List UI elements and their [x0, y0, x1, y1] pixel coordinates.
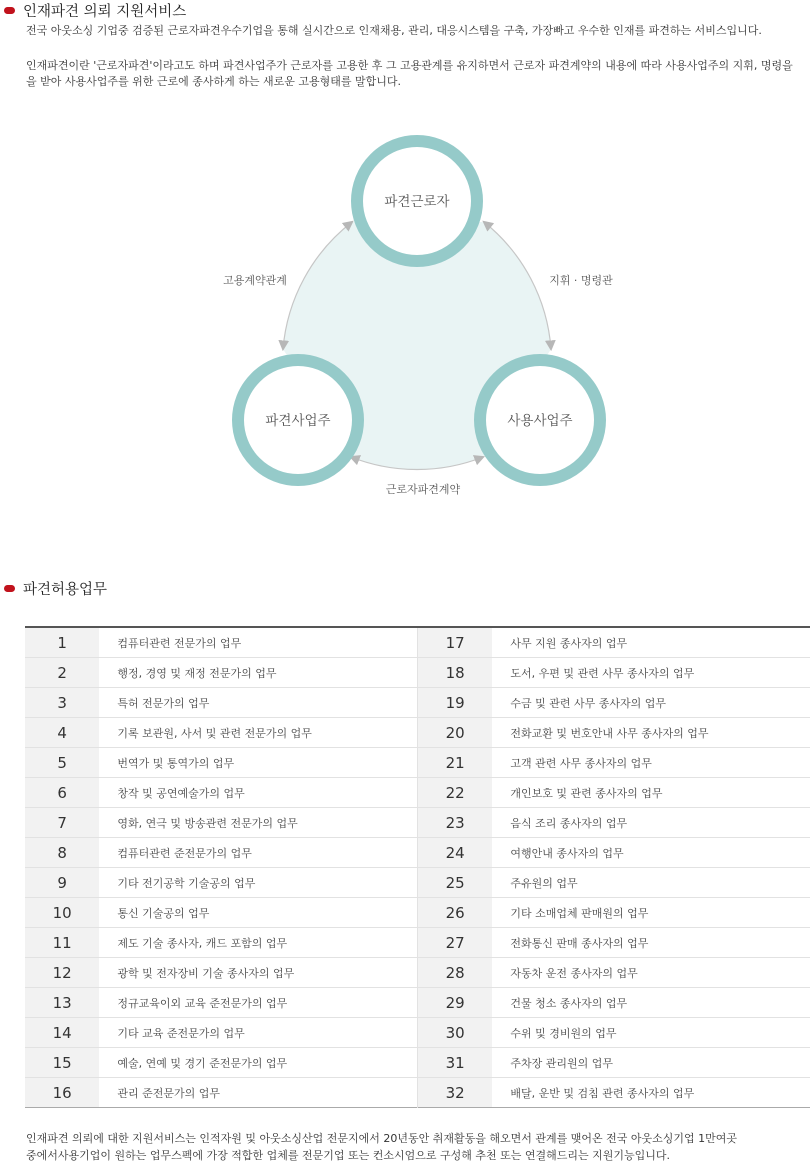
job-number: 28: [417, 958, 492, 988]
job-number: 14: [25, 1018, 99, 1048]
job-description: 통신 기술공의 업무: [99, 898, 417, 928]
job-number: 8: [25, 838, 99, 868]
job-description: 광학 및 전자장비 기술 종사자의 업무: [99, 958, 417, 988]
definition-line-2: 을 받아 사용사업주를 위한 근로에 종사하게 하는 새로운 고용형태를 말합니다.: [26, 75, 401, 88]
job-description: 특허 전문가의 업무: [99, 688, 417, 718]
job-number: 10: [25, 898, 99, 928]
table-row: [25, 988, 810, 1018]
job-description: 기타 교육 준전문가의 업무: [99, 1018, 417, 1048]
job-description: 행정, 경영 및 재정 전문가의 업무: [99, 658, 417, 688]
section-title-permitted-jobs: [4, 578, 107, 599]
node-worker: [357, 141, 477, 261]
table-row: [25, 627, 810, 658]
job-description: 전화교환 및 번호안내 사무 종사자의 업무: [492, 718, 810, 748]
job-description: 전화통신 판매 종사자의 업무: [492, 928, 810, 958]
table-row: [25, 748, 810, 778]
job-description: 영화, 연극 및 방송관련 전문가의 업무: [99, 808, 417, 838]
job-description: 번역가 및 통역가의 업무: [99, 748, 417, 778]
job-number: 27: [417, 928, 492, 958]
table-row: [25, 1078, 810, 1108]
footer-line-1: 인재파견 의뢰에 대한 지원서비스는 인적자원 및 아웃소싱산업 전문지에서 20년동안 취재활동을 해오면서 관계를 맺어온 전국 아웃소싱기업 1만여곳: [26, 1132, 737, 1145]
table-row: [25, 928, 810, 958]
job-number: 26: [417, 898, 492, 928]
job-number: 5: [25, 748, 99, 778]
job-number: 30: [417, 1018, 492, 1048]
footer-paragraph: [26, 1130, 810, 1164]
node-user-label: 사용사업주: [507, 413, 573, 429]
job-number: 32: [417, 1078, 492, 1108]
job-number: 6: [25, 778, 99, 808]
job-number: 7: [25, 808, 99, 838]
table-row: [25, 778, 810, 808]
job-description: 개인보호 및 관련 종사자의 업무: [492, 778, 810, 808]
table-row: [25, 688, 810, 718]
job-number: 1: [25, 627, 99, 658]
job-description: 사무 지원 종사자의 업무: [492, 627, 810, 658]
job-description: 건물 청소 종사자의 업무: [492, 988, 810, 1018]
node-dispatcher-label: 파견사업주: [265, 413, 331, 429]
job-description: 여행안내 종사자의 업무: [492, 838, 810, 868]
job-number: 4: [25, 718, 99, 748]
footer-line-2: 중에서사용기업이 원하는 업무스펙에 가장 적합한 업체를 전문기업 또는 컨소시엄으로 구성해 추천 또는 연결해드리는 지원기능입니다.: [26, 1149, 671, 1162]
job-description: 관리 준전문가의 업무: [99, 1078, 417, 1108]
job-number: 24: [417, 838, 492, 868]
job-description: 컴퓨터관련 전문가의 업무: [99, 627, 417, 658]
job-description: 주유원의 업무: [492, 868, 810, 898]
job-number: 19: [417, 688, 492, 718]
job-number: 13: [25, 988, 99, 1018]
job-description: 도서, 우편 및 관련 사무 종사자의 업무: [492, 658, 810, 688]
dispatch-relationship-diagram: [0, 0, 810, 560]
job-description: 기록 보관원, 사서 및 관련 전문가의 업무: [99, 718, 417, 748]
job-description: 자동차 운전 종사자의 업무: [492, 958, 810, 988]
table-row: [25, 898, 810, 928]
job-number: 16: [25, 1078, 99, 1108]
job-description: 제도 기술 종사자, 캐드 포함의 업무: [99, 928, 417, 958]
node-worker-label: 파견근로자: [384, 194, 450, 210]
table-row: [25, 658, 810, 688]
job-number: 17: [417, 627, 492, 658]
edge-label-employment: 고용계약관계: [223, 274, 287, 287]
job-description: 배달, 운반 및 검침 관련 종사자의 업무: [510, 1086, 695, 1100]
edge-label-command: 지휘 · 명령관: [549, 274, 613, 287]
job-description: 수금 및 관련 사무 종사자의 업무: [492, 688, 810, 718]
permitted-jobs-table: [25, 626, 810, 1108]
job-number: 22: [417, 778, 492, 808]
job-description: 음식 조리 종사자의 업무: [492, 808, 810, 838]
table-row: [25, 868, 810, 898]
table-row: [25, 958, 810, 988]
intro-paragraph: 전국 아웃소싱 기업중 검증된 근로자파견우수기업을 통해 실시간으로 인재채용, 관리, 대응시스템을 구축, 가장빠고 우수한 인재를 파견하는 서비스입니다.: [26, 24, 762, 37]
job-number: 31: [417, 1048, 492, 1078]
job-number: 23: [417, 808, 492, 838]
bullet-icon: [4, 585, 15, 592]
edge-label-contract: 근로자파견계약: [385, 483, 461, 496]
job-number: 18: [417, 658, 492, 688]
job-number: 11: [25, 928, 99, 958]
definition-line-1: 인재파견이란 '근로자파견'이라고도 하며 파견사업주가 근로자를 고용한 후 그 고용관계를 유지하면서 근로자 파견계약의 내용에 따라 사용사업주의 지휘, 명령을: [26, 59, 793, 72]
job-number: 3: [25, 688, 99, 718]
section-title-text: 파견허용업무: [23, 582, 108, 598]
table-row: [25, 1048, 810, 1078]
job-description: 컴퓨터관련 준전문가의 업무: [99, 838, 417, 868]
job-description: 정규교육이외 교육 준전문가의 업무: [99, 988, 417, 1018]
job-description: 기타 전기공학 기술공의 업무: [99, 868, 417, 898]
section-title-text: 인재파견 의뢰 지원서비스: [23, 4, 187, 20]
job-number: 21: [417, 748, 492, 778]
job-number: 12: [25, 958, 99, 988]
job-description: 수위 및 경비원의 업무: [492, 1018, 810, 1048]
job-description: 주차장 관리원의 업무: [492, 1048, 810, 1078]
node-user: [480, 360, 600, 480]
job-description: 고객 관련 사무 종사자의 업무: [492, 748, 810, 778]
job-number: 29: [417, 988, 492, 1018]
job-description: 창작 및 공연예술가의 업무: [99, 778, 417, 808]
table-row: [25, 718, 810, 748]
job-number: 15: [25, 1048, 99, 1078]
job-number: 2: [25, 658, 99, 688]
table-row: [25, 808, 810, 838]
table-row: [25, 838, 810, 868]
job-number: 9: [25, 868, 99, 898]
node-dispatcher: [238, 360, 358, 480]
job-number: 25: [417, 868, 492, 898]
table-row: [25, 1018, 810, 1048]
job-number: 20: [417, 718, 492, 748]
job-description: 예술, 연예 및 경기 준전문가의 업무: [99, 1048, 417, 1078]
job-description: 기타 소매업체 판매원의 업무: [492, 898, 810, 928]
